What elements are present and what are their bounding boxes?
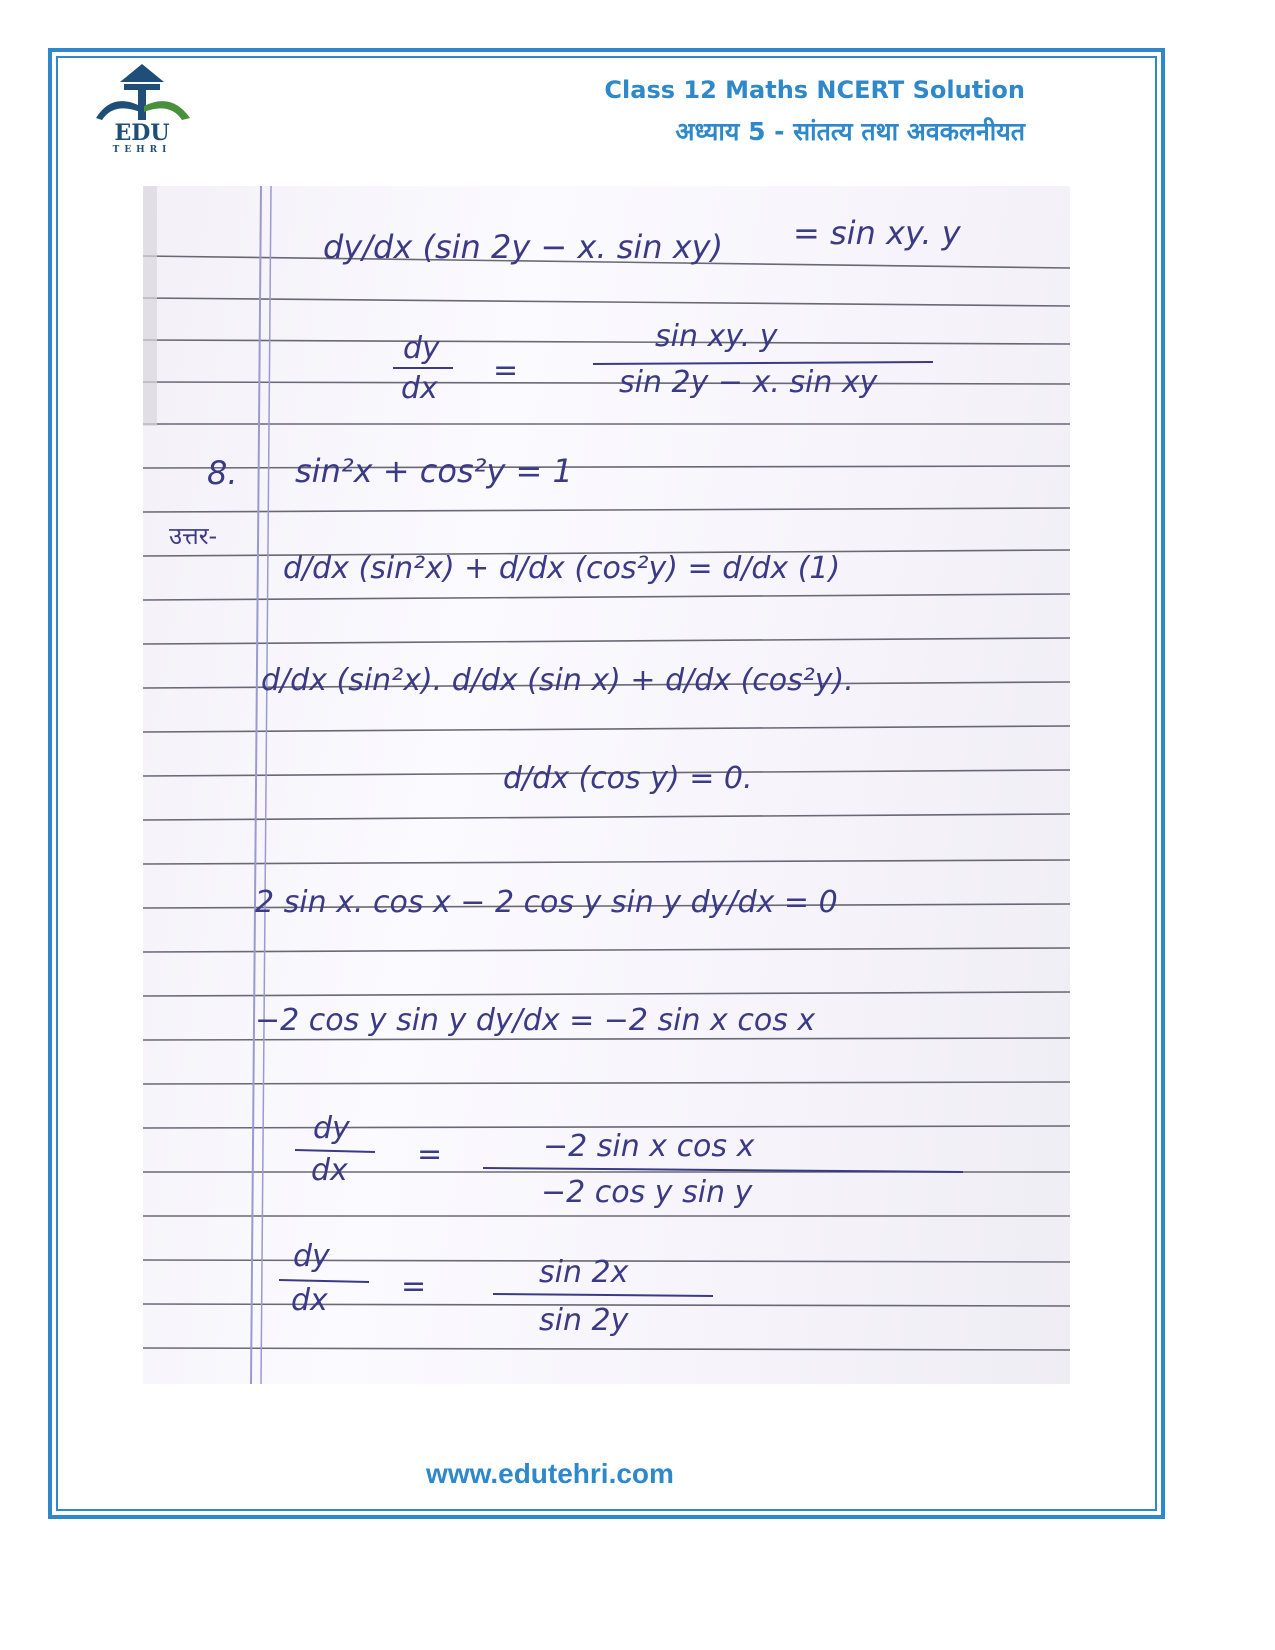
svg-text:dy: dy — [313, 1111, 350, 1146]
footer-website-link[interactable]: www.edutehri.com — [426, 1458, 674, 1489]
solution-line-1-lhs: dy/dx (sin 2y − x. sin xy) — [323, 228, 724, 266]
solution-line-2-lhs-num: dy — [403, 331, 440, 366]
solution-line-6: 2 sin x. cos x − 2 cos y sin y dy/dx = 0 — [255, 885, 838, 920]
logo-sub: TEHRI — [112, 145, 172, 154]
header-chapter: अध्याय 5 - सांतत्य तथा अवकलनीयत — [675, 117, 1025, 146]
edutehri-logo-icon — [82, 62, 202, 154]
solution-line-1-rhs: = sin xy. y — [793, 214, 961, 252]
handwritten-notebook-photo — [143, 186, 1070, 1384]
question-number: 8. — [207, 454, 238, 492]
solution-line-2-den: sin 2y − x. sin xy — [619, 365, 878, 400]
solution-line-8-den: −2 cos y sin y — [541, 1175, 753, 1210]
solution-line-3: d/dx (sin²x) + d/dx (cos²y) = d/dx (1) — [283, 551, 841, 586]
solution-line-5: d/dx (cos y) = 0. — [503, 761, 753, 796]
solution-line-9-den: sin 2y — [539, 1303, 629, 1338]
svg-text:=: = — [493, 353, 519, 388]
solution-line-9-num: sin 2x — [539, 1255, 629, 1290]
svg-text:dx: dx — [311, 1153, 348, 1188]
svg-text:=: = — [417, 1137, 443, 1172]
logo-letters: EDU — [114, 120, 170, 146]
solution-line-4: d/dx (sin²x). d/dx (sin x) + d/dx (cos²y). — [261, 663, 854, 698]
svg-text:dx: dx — [291, 1283, 328, 1318]
svg-text:=: = — [401, 1269, 427, 1304]
header-title: Class 12 Maths NCERT Solution — [604, 76, 1025, 104]
solution-line-7: −2 cos y sin y dy/dx = −2 sin x cos x — [255, 1003, 816, 1038]
answer-label: उत्तर- — [169, 522, 218, 550]
solution-line-8-num: −2 sin x cos x — [543, 1129, 755, 1164]
solution-line-2-lhs-den: dx — [401, 371, 438, 406]
question-8-statement: sin²x + cos²y = 1 — [295, 452, 573, 490]
solution-line-2-num: sin xy. y — [655, 319, 778, 354]
svg-text:dy: dy — [293, 1239, 330, 1274]
